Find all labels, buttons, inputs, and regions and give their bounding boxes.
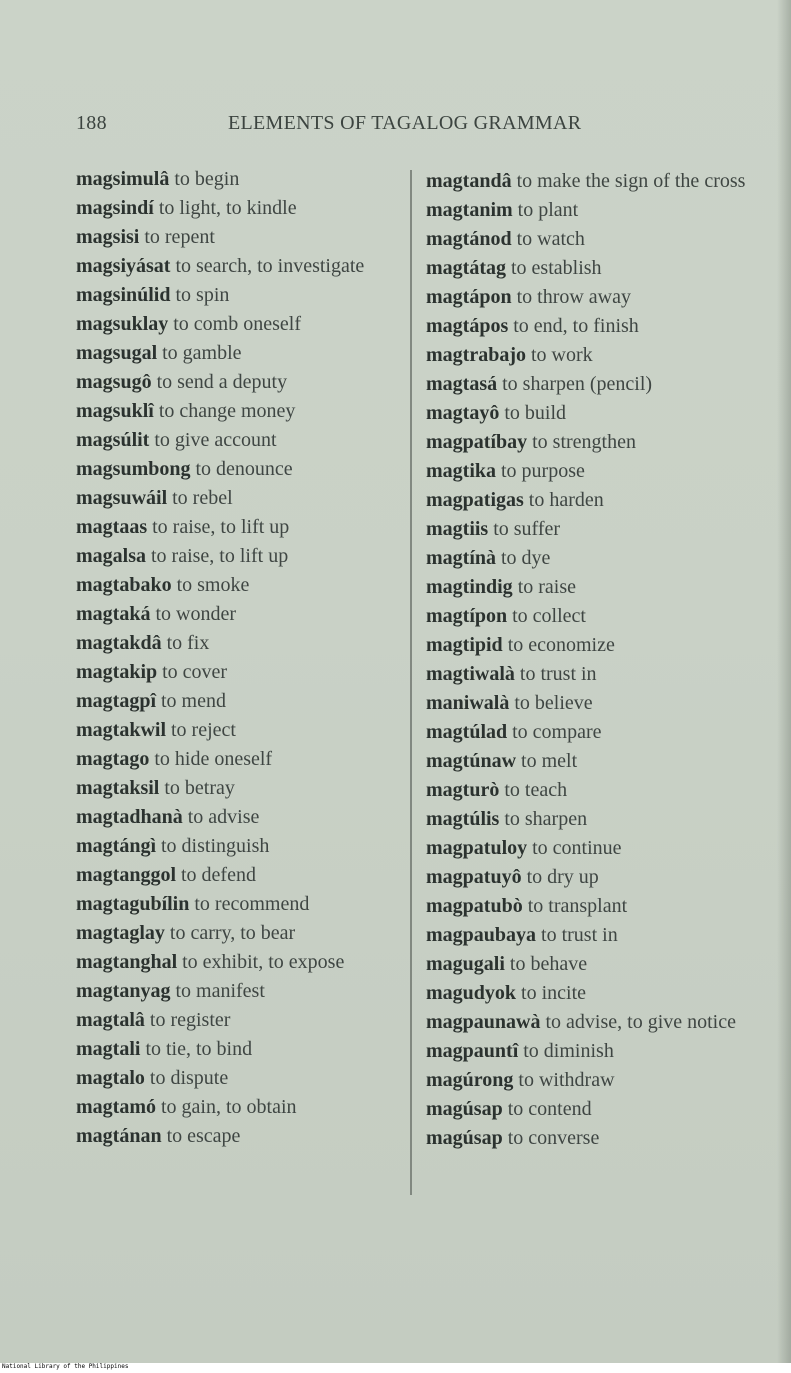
headword: magtago [76,748,150,770]
glossary-entry [76,716,412,745]
gloss: to raise [517,576,576,598]
running-title: ELEMENTS OF TAGALOG GRAMMAR [228,112,582,134]
gloss: to economize [507,634,615,656]
headword: magtagpî [76,690,156,712]
headword: magtaas [76,516,148,538]
headword: magtalo [76,1067,145,1089]
gloss: to converse [507,1127,600,1149]
headword: magtiis [426,518,489,540]
headword: magpauntî [426,1040,519,1062]
glossary-entry [76,484,412,513]
glossary-entry [76,919,412,948]
headword: magúsap [426,1127,503,1149]
gloss: to believe [514,692,593,714]
glossary-entry [76,426,412,455]
gloss: to suffer [493,518,561,540]
gloss: to give account [154,429,277,451]
headword: magtángì [76,835,156,857]
glossary-entry [426,979,776,1008]
glossary-entry [76,1035,412,1064]
glossary-entry [426,544,776,573]
headword: magsisi [76,226,140,248]
headword: magtínà [426,547,496,569]
gloss: to search, to investigate [175,255,365,277]
headword: magsumbong [76,458,191,480]
glossary-entry [426,747,776,776]
headword: magtali [76,1038,141,1060]
gloss: to rebel [172,487,233,509]
glossary-entry [426,631,776,660]
headword: magsúlit [76,429,150,451]
gloss: to defend [181,864,256,886]
headword: magsugô [76,371,152,393]
gloss: to plant [517,199,579,221]
column-divider [410,170,412,1195]
headword: magtrabajo [426,344,526,366]
gloss: to manifest [175,980,265,1002]
headword: magtika [426,460,496,482]
headword: magugali [426,953,505,975]
headword: magtúnaw [426,750,517,772]
glossary-entry [76,977,412,1006]
headword: magtánan [76,1125,162,1147]
glossary-entry [426,602,776,631]
headword: magtanyag [76,980,171,1002]
headword: magtaksil [76,777,160,799]
gloss: to send a deputy [156,371,288,393]
gloss: to register [149,1009,231,1031]
glossary-entry [76,194,412,223]
gloss: to change money [158,400,296,422]
headword: magtabako [76,574,172,596]
headword: magtagubílin [76,893,190,915]
headword: magtípon [426,605,508,627]
glossary-entry [426,254,776,283]
headword: magtadhanà [76,806,183,828]
glossary-entry [76,1093,412,1122]
headword: magtandâ [426,170,512,192]
headword: magtaká [76,603,151,625]
page-header [76,112,696,140]
glossary-entry [76,1064,412,1093]
gloss: to purpose [501,460,585,482]
glossary-entry [426,457,776,486]
glossary-entry [76,281,412,310]
glossary-entry [426,341,776,370]
gloss: to escape [166,1125,241,1147]
glossary-entry [76,542,412,571]
glossary-entry [426,1008,776,1037]
glossary-entry [426,1066,776,1095]
glossary-entry [76,368,412,397]
headword: magtayô [426,402,500,424]
glossary-entry [426,892,776,921]
glossary-entry [76,339,412,368]
glossary-entry [426,863,776,892]
gloss: to mend [161,690,226,712]
gloss: to gain, to obtain [160,1096,297,1118]
headword: magtánod [426,228,512,250]
glossary-entry [76,774,412,803]
headword: magpaubaya [426,924,537,946]
glossary-entry [426,515,776,544]
gloss: to distinguish [161,835,270,857]
headword: magtúlis [426,808,500,830]
gloss: to carry, to bear [169,922,296,944]
glossary-entry [76,890,412,919]
glossary-entry [76,658,412,687]
glossary-entry [76,397,412,426]
gloss: to wonder [155,603,236,625]
glossary-entry [426,428,776,457]
left-glossary-column [72,165,412,1151]
gloss: to hide oneself [154,748,273,770]
headword: magtanim [426,199,513,221]
gloss: to melt [521,750,578,772]
glossary-entry [426,167,776,196]
gloss: to behave [509,953,588,975]
glossary-entry [426,950,776,979]
glossary-entry [426,225,776,254]
headword: magpatíbay [426,431,528,453]
headword: magpatuyô [426,866,522,888]
gloss: to gamble [162,342,242,364]
gloss: to transplant [527,895,628,917]
gloss: to advise, to give notice [545,1011,736,1033]
glossary-entry [76,571,412,600]
gloss: to tie, to bind [145,1038,253,1060]
headword: magtipid [426,634,503,656]
gloss: to harden [528,489,604,511]
headword: magsindí [76,197,154,219]
headword: magsuklî [76,400,154,422]
headword: magtakwil [76,719,166,741]
headword: magtakdâ [76,632,162,654]
gloss: to repent [144,226,215,248]
right-glossary-column [426,167,776,1153]
gloss: to make the sign of the cross [516,170,746,192]
glossary-entry [426,312,776,341]
gloss: to end, to finish [513,315,639,337]
glossary-entry [426,718,776,747]
gloss: to sharpen [504,808,588,830]
headword: magtátag [426,257,506,279]
headword: magsinúlid [76,284,171,306]
glossary-entry [426,283,776,312]
gloss: to comb oneself [173,313,301,335]
glossary-entry [76,310,412,339]
glossary-entry [76,513,412,542]
headword: magtaglay [76,922,165,944]
headword: magturò [426,779,500,801]
headword: magsuklay [76,313,169,335]
glossary-entry [426,370,776,399]
gloss: to collect [512,605,586,627]
gloss: to withdraw [518,1069,615,1091]
glossary-entry [76,223,412,252]
glossary-entry [426,805,776,834]
gloss: to trust in [541,924,618,946]
gloss: to watch [516,228,585,250]
gloss: to cover [162,661,228,683]
headword: magsiyásat [76,255,171,277]
headword: magtanggol [76,864,176,886]
headword: magsimulâ [76,168,170,190]
gloss: to raise, to lift up [152,516,290,538]
gloss: to teach [504,779,568,801]
page-spine-shadow [777,0,791,1363]
gloss: to advise [187,806,260,828]
glossary-entry [76,745,412,774]
gloss: to establish [510,257,602,279]
headword: magtakip [76,661,158,683]
glossary-entry [76,861,412,890]
headword: magpatigas [426,489,524,511]
glossary-entry [426,1124,776,1153]
headword: magsugal [76,342,158,364]
glossary-entry [76,832,412,861]
headword: magúsap [426,1098,503,1120]
headword: magpatuloy [426,837,528,859]
gloss: to build [504,402,566,424]
gloss: to incite [521,982,587,1004]
headword: magtanghal [76,951,178,973]
gloss: to light, to kindle [158,197,297,219]
headword: magsuwáil [76,487,168,509]
gloss: to denounce [195,458,293,480]
headword: magtamó [76,1096,156,1118]
glossary-entry [426,1095,776,1124]
glossary-entry [426,834,776,863]
glossary-entry [76,1122,412,1151]
headword: magtalâ [76,1009,145,1031]
gloss: to spin [175,284,230,306]
glossary-entry [76,252,412,281]
headword: magtúlad [426,721,508,743]
gloss: to betray [164,777,235,799]
gloss: to begin [174,168,240,190]
glossary-entry [426,1037,776,1066]
gloss: to dye [501,547,551,569]
gloss: to fix [166,632,210,654]
headword: magudyok [426,982,517,1004]
glossary-entry [76,600,412,629]
glossary-entry [426,689,776,718]
gloss: to work [530,344,593,366]
headword: magalsa [76,545,146,567]
gloss: to sharpen (pencil) [502,373,653,395]
page-number: 188 [76,112,107,134]
gloss: to dispute [149,1067,229,1089]
glossary-entry [76,455,412,484]
gloss: to contend [507,1098,592,1120]
glossary-entry [426,196,776,225]
glossary-entry [426,660,776,689]
headword: magtasá [426,373,498,395]
glossary-entry [426,573,776,602]
gloss: to continue [532,837,622,859]
gloss: to dry up [526,866,599,888]
gloss: to smoke [176,574,250,596]
gloss: to reject [171,719,236,741]
gloss: to trust in [519,663,597,685]
gloss: to compare [512,721,602,743]
glossary-entry [426,921,776,950]
headword: magpatubò [426,895,523,917]
glossary-entry [426,486,776,515]
headword: magpaunawà [426,1011,541,1033]
headword: magtindig [426,576,513,598]
headword: magtápon [426,286,512,308]
headword: magtiwalà [426,663,515,685]
glossary-entry [76,687,412,716]
headword: magúrong [426,1069,514,1091]
gloss: to strengthen [532,431,636,453]
library-watermark: National Library of the Philippines [2,1363,129,1370]
gloss: to diminish [523,1040,614,1062]
glossary-entry [76,803,412,832]
glossary-entry [76,629,412,658]
glossary-entry [426,776,776,805]
gloss: to throw away [516,286,631,308]
gloss: to recommend [194,893,310,915]
gloss: to exhibit, to expose [182,951,345,973]
glossary-entry [426,399,776,428]
gloss: to raise, to lift up [151,545,289,567]
headword: magtápos [426,315,509,337]
glossary-entry [76,1006,412,1035]
headword: maniwalà [426,692,510,714]
glossary-entry [76,165,412,194]
glossary-entry [76,948,412,977]
